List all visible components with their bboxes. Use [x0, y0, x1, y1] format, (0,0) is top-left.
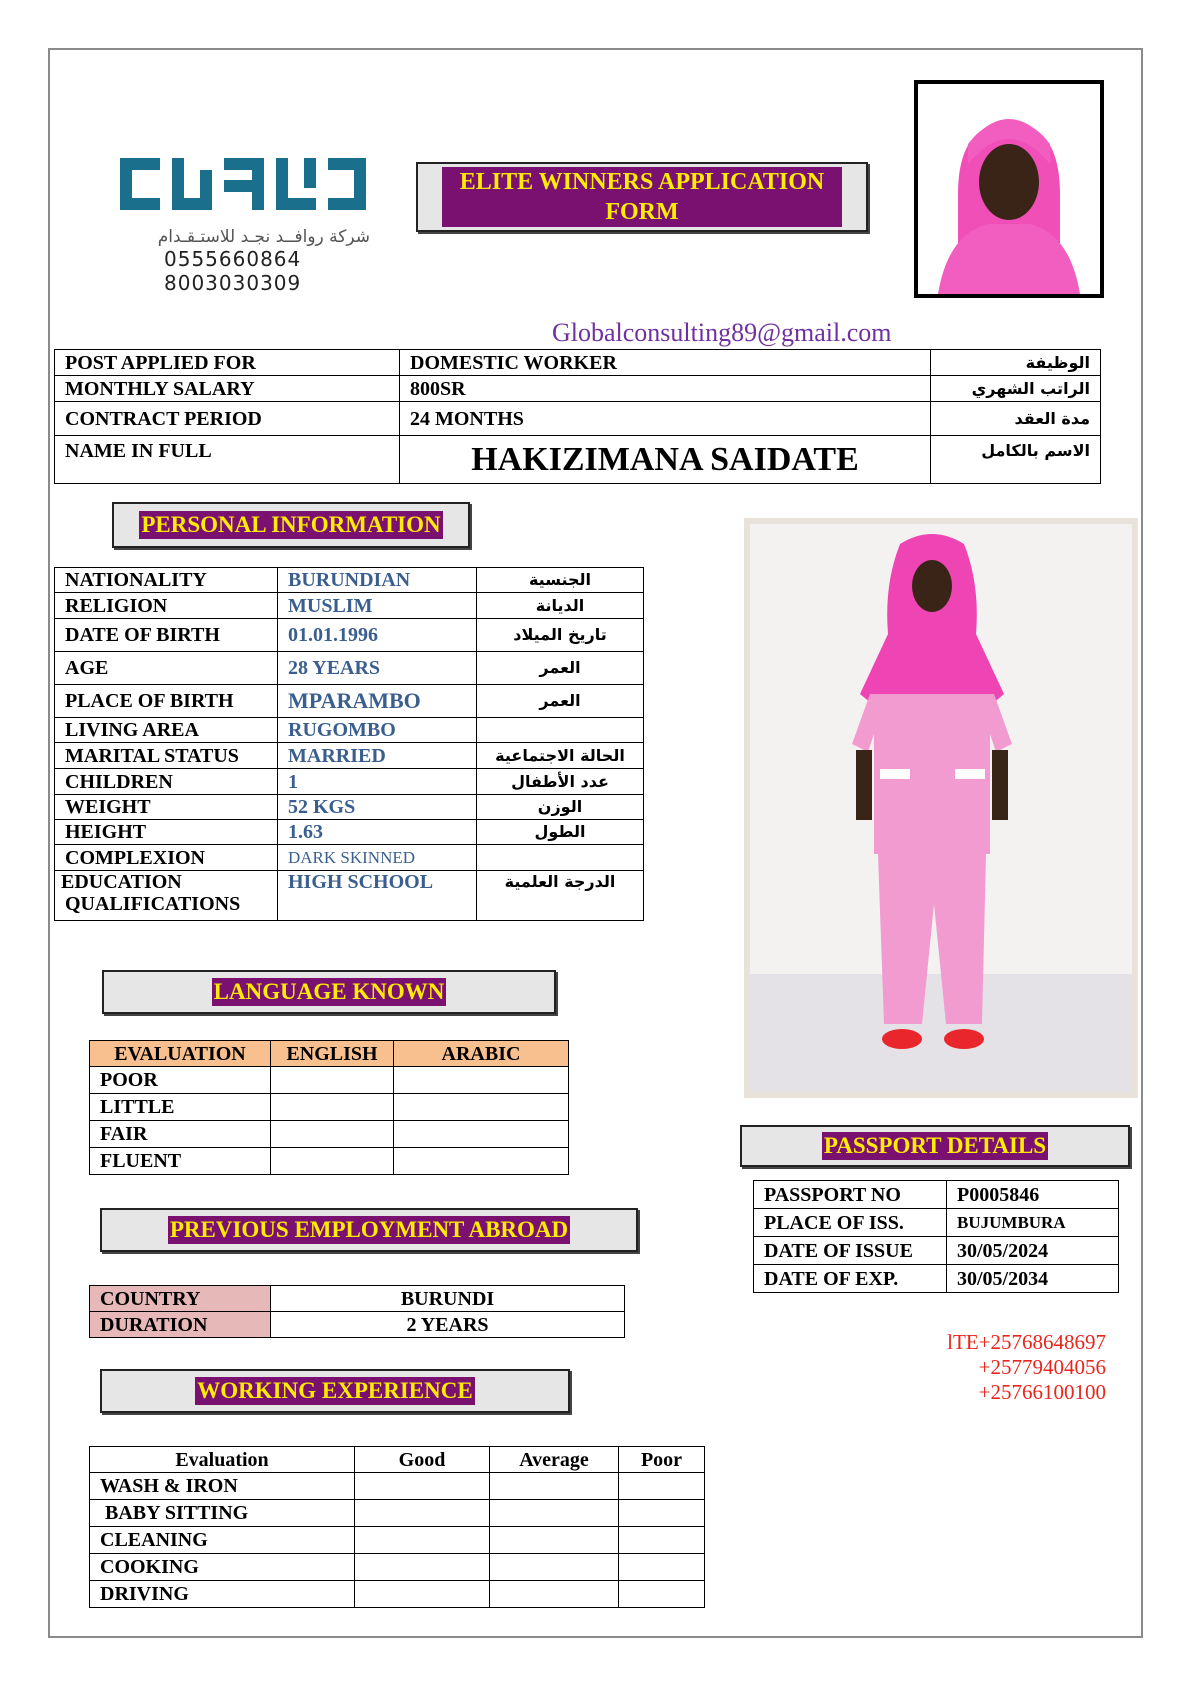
- table-row: [55, 685, 644, 718]
- passport-no-value: P0005846: [947, 1181, 1119, 1209]
- table-row: [754, 1209, 1119, 1237]
- cleaning-good-cell: [355, 1527, 490, 1554]
- language-table: [89, 1040, 569, 1175]
- english-little-cell: [271, 1094, 394, 1121]
- date-of-issue-label: DATE OF ISSUE: [754, 1237, 947, 1265]
- arabic-fair-cell: [394, 1121, 569, 1148]
- exp-header-poor: Poor: [619, 1447, 705, 1473]
- logo-phone-2: 8003030309: [164, 271, 302, 295]
- logo-phone-1: 0555660864: [164, 247, 302, 271]
- education-arabic: الدرجة العلمية: [477, 871, 644, 921]
- previous-employment-title: PREVIOUS EMPLOYMENT ABROAD: [169, 1217, 569, 1242]
- table-row: [754, 1265, 1119, 1293]
- age-arabic: العمر: [477, 652, 644, 685]
- education-label-line2: QUALIFICATIONS: [65, 893, 241, 915]
- cleaning-poor-cell: [619, 1527, 705, 1554]
- table-row: [55, 568, 644, 593]
- working-experience-title: WORKING EXPERIENCE: [197, 1378, 473, 1403]
- religion-value: MUSLIM: [278, 593, 477, 619]
- previous-employment-table: [89, 1285, 625, 1338]
- table-row: [90, 1473, 705, 1500]
- pob-arabic: العمر: [477, 685, 644, 718]
- date-of-expiry-value: 30/05/2034: [947, 1265, 1119, 1293]
- salary-arabic: الراتب الشهري: [931, 376, 1101, 402]
- date-of-issue-value: 30/05/2024: [947, 1237, 1119, 1265]
- lang-header-evaluation: EVALUATION: [90, 1041, 271, 1067]
- nationality-arabic: الجنسية: [477, 568, 644, 593]
- table-row: [55, 845, 644, 871]
- skill-cooking: COOKING: [90, 1554, 355, 1581]
- contact-phone-1[interactable]: lTE+25768648697: [947, 1330, 1106, 1354]
- dob-value: 01.01.1996: [278, 619, 477, 652]
- post-value: DOMESTIC WORKER: [400, 350, 931, 376]
- place-of-issue-value: BUJUMBURA: [947, 1209, 1119, 1237]
- weight-value: 52 KGS: [278, 795, 477, 820]
- cooking-average-cell: [490, 1554, 619, 1581]
- personal-information-header: [112, 502, 470, 548]
- company-logo: [112, 150, 372, 295]
- country-label: COUNTRY: [90, 1286, 271, 1312]
- place-of-issue-label: PLACE OF ISS.: [754, 1209, 947, 1237]
- date-of-expiry-label: DATE OF EXP.: [754, 1265, 947, 1293]
- arabic-poor-cell: [394, 1067, 569, 1094]
- duration-value: 2 YEARS: [271, 1312, 625, 1338]
- baby-good-cell: [355, 1500, 490, 1527]
- table-row: [90, 1447, 705, 1473]
- table-row: [55, 593, 644, 619]
- table-row: [90, 1041, 569, 1067]
- complexion-value: DARK SKINNED: [278, 845, 477, 871]
- table-row: [90, 1067, 569, 1094]
- table-row: [90, 1286, 625, 1312]
- passport-no-label: PASSPORT NO: [754, 1181, 947, 1209]
- marital-status-value: MARRIED: [278, 743, 477, 769]
- table-row: [55, 795, 644, 820]
- children-label: CHILDREN: [55, 769, 278, 795]
- nationality-value: BURUNDIAN: [278, 568, 477, 593]
- pob-label: PLACE OF BIRTH: [55, 685, 278, 718]
- logo-mark-icon: [112, 150, 372, 220]
- english-fluent-cell: [271, 1148, 394, 1175]
- table-row: [90, 1121, 569, 1148]
- country-value: BURUNDI: [271, 1286, 625, 1312]
- education-label: EDUCATION: [61, 871, 182, 893]
- post-arabic: الوظيفة: [931, 350, 1101, 376]
- religion-arabic: الديانة: [477, 593, 644, 619]
- logo-arabic-name: شركة روافــد نجـد للاستـقـدام: [157, 227, 370, 247]
- header-info-table: [54, 349, 1101, 484]
- table-row: [55, 376, 1101, 402]
- table-row: [90, 1500, 705, 1527]
- weight-label: WEIGHT: [55, 795, 278, 820]
- table-row: [90, 1094, 569, 1121]
- age-label: AGE: [55, 652, 278, 685]
- working-experience-header: [100, 1369, 570, 1413]
- table-row: [55, 769, 644, 795]
- table-row: [754, 1181, 1119, 1209]
- language-known-title: LANGUAGE KNOWN: [213, 979, 445, 1004]
- cooking-good-cell: [355, 1554, 490, 1581]
- table-row: [754, 1237, 1119, 1265]
- contract-arabic: مدة العقد: [931, 402, 1101, 436]
- religion-label: RELIGION: [55, 593, 278, 619]
- lang-level-fair: FAIR: [90, 1121, 271, 1148]
- wash-good-cell: [355, 1473, 490, 1500]
- table-row: [90, 1581, 705, 1608]
- skill-baby-sitting: BABY SITTING: [90, 1500, 355, 1527]
- personal-information-title: PERSONAL INFORMATION: [141, 512, 441, 537]
- children-value: 1: [278, 769, 477, 795]
- age-value: 28 YEARS: [278, 652, 477, 685]
- name-arabic: الاسم بالكامل: [931, 436, 1101, 484]
- lang-level-little: LITTLE: [90, 1094, 271, 1121]
- driving-poor-cell: [619, 1581, 705, 1608]
- wash-poor-cell: [619, 1473, 705, 1500]
- dob-arabic: تاريخ الميلاد: [477, 619, 644, 652]
- english-fair-cell: [271, 1121, 394, 1148]
- skill-driving: DRIVING: [90, 1581, 355, 1608]
- cooking-poor-cell: [619, 1554, 705, 1581]
- lang-level-poor: POOR: [90, 1067, 271, 1094]
- passport-details-header: [740, 1125, 1130, 1167]
- marital-status-label: MARITAL STATUS: [55, 743, 278, 769]
- education-value: HIGH SCHOOL: [278, 871, 477, 921]
- passport-photo: [914, 80, 1104, 298]
- form-title: ELITE WINNERS APPLICATION FORM: [442, 167, 842, 227]
- complexion-arabic: [477, 845, 644, 871]
- nationality-label: NATIONALITY: [55, 568, 278, 593]
- name-label: NAME IN FULL: [55, 436, 400, 484]
- baby-average-cell: [490, 1500, 619, 1527]
- contact-phone-3[interactable]: +25766100100: [978, 1380, 1106, 1404]
- driving-good-cell: [355, 1581, 490, 1608]
- pob-value: MPARAMBO: [278, 685, 477, 718]
- driving-average-cell: [490, 1581, 619, 1608]
- complexion-label: COMPLEXION: [55, 845, 278, 871]
- skill-cleaning: CLEANING: [90, 1527, 355, 1554]
- salary-value: 800SR: [400, 376, 931, 402]
- post-label: POST APPLIED FOR: [55, 350, 400, 376]
- table-row: [55, 402, 1101, 436]
- table-row: [55, 652, 644, 685]
- wash-average-cell: [490, 1473, 619, 1500]
- email-address[interactable]: Globalconsulting89@gmail.com: [552, 318, 892, 347]
- living-area-value: RUGOMBO: [278, 718, 477, 743]
- arabic-fluent-cell: [394, 1148, 569, 1175]
- exp-header-average: Average: [490, 1447, 619, 1473]
- personal-info-table: [54, 567, 644, 921]
- table-row: [55, 619, 644, 652]
- lang-header-arabic: ARABIC: [394, 1041, 569, 1067]
- table-row: [55, 820, 644, 845]
- table-row: [55, 350, 1101, 376]
- table-row: [90, 1312, 625, 1338]
- exp-header-good: Good: [355, 1447, 490, 1473]
- full-body-photo: [744, 518, 1138, 1098]
- passport-details-title: PASSPORT DETAILS: [823, 1133, 1047, 1158]
- table-row: [55, 436, 1101, 484]
- lang-header-english: ENGLISH: [271, 1041, 394, 1067]
- height-value: 1.63: [278, 820, 477, 845]
- duration-label: DURATION: [90, 1312, 271, 1338]
- height-arabic: الطول: [477, 820, 644, 845]
- passport-table: [753, 1180, 1119, 1293]
- table-row: [90, 1527, 705, 1554]
- lang-level-fluent: FLUENT: [90, 1148, 271, 1175]
- contact-phone-2[interactable]: +25779404056: [978, 1355, 1106, 1379]
- marital-status-arabic: الحالة الاجتماعية: [477, 743, 644, 769]
- education-label-cell: [55, 871, 278, 921]
- table-row: [90, 1554, 705, 1581]
- table-row: [90, 1148, 569, 1175]
- arabic-little-cell: [394, 1094, 569, 1121]
- height-label: HEIGHT: [55, 820, 278, 845]
- table-row: [55, 743, 644, 769]
- cleaning-average-cell: [490, 1527, 619, 1554]
- skill-wash-iron: WASH & IRON: [90, 1473, 355, 1500]
- contact-numbers: [880, 1330, 1106, 1405]
- form-title-box: [416, 162, 868, 232]
- english-poor-cell: [271, 1067, 394, 1094]
- working-experience-table: [89, 1446, 705, 1608]
- contract-value: 24 MONTHS: [400, 402, 931, 436]
- table-row: [55, 718, 644, 743]
- salary-label: MONTHLY SALARY: [55, 376, 400, 402]
- living-area-arabic: [477, 718, 644, 743]
- table-row: [55, 871, 644, 921]
- contract-label: CONTRACT PERIOD: [55, 402, 400, 436]
- full-name-value: HAKIZIMANA SAIDATE: [400, 436, 931, 484]
- language-known-header: [102, 970, 556, 1014]
- previous-employment-header: [100, 1208, 638, 1252]
- dob-label: DATE OF BIRTH: [55, 619, 278, 652]
- children-arabic: عدد الأطفال: [477, 769, 644, 795]
- weight-arabic: الوزن: [477, 795, 644, 820]
- baby-poor-cell: [619, 1500, 705, 1527]
- living-area-label: LIVING AREA: [55, 718, 278, 743]
- exp-header-evaluation: Evaluation: [90, 1447, 355, 1473]
